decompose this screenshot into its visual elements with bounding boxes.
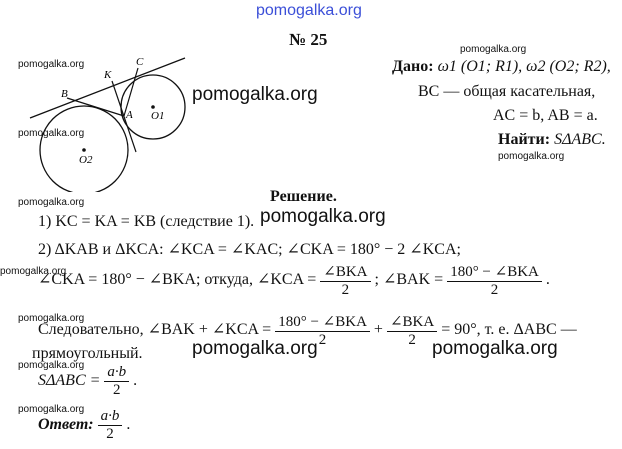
answer-line: [38, 408, 130, 443]
area-formula: [38, 364, 137, 399]
given-line-3: AC = b, AB = a.: [493, 107, 598, 124]
step3-frac1-numerator: ∠BKA: [320, 262, 370, 282]
center-o1: [151, 105, 155, 109]
area-end: .: [133, 372, 138, 390]
answer-end: .: [126, 416, 131, 434]
given-circles: ω1 (O1; R1), ω2 (O2; R2),: [437, 58, 611, 75]
label-k: K: [104, 69, 112, 81]
area-numerator: a·b: [104, 364, 129, 382]
answer-fraction: [98, 408, 123, 443]
area-lhs: SΔABC =: [38, 372, 101, 390]
conclusion-line-2: прямоугольный.: [32, 345, 143, 362]
solution-title: Решение.: [270, 188, 337, 205]
watermark-small-4: pomogalka.org: [498, 151, 565, 162]
label-a: A: [126, 109, 133, 121]
conclusion-fraction-2: [387, 312, 437, 349]
tangent-bc: [30, 58, 185, 118]
watermark-small-5: pomogalka.org: [18, 197, 85, 208]
watermark-small-9: pomogalka.org: [18, 404, 85, 415]
watermark-top: pomogalka.org: [256, 2, 362, 19]
conclusion-frac1-numerator: 180° − ∠BKA: [275, 312, 370, 332]
step3-part-a: ∠CKA = 180° − ∠BKA; откуда, ∠KCA =: [38, 271, 317, 289]
area-denominator: 2: [113, 382, 121, 398]
center-o2: [82, 148, 86, 152]
step3-part-b: ; ∠BAK =: [374, 271, 444, 289]
answer-label: Ответ:: [38, 416, 94, 434]
watermark-small-2: pomogalka.org: [18, 128, 85, 139]
step3-fraction-2: [447, 262, 542, 299]
watermark-small-3: pomogalka.org: [460, 44, 527, 55]
conclusion-plus: +: [373, 321, 383, 339]
given-line-1: [392, 58, 611, 76]
step3-part-c: .: [545, 271, 550, 289]
solution-step-1: 1) KC = KA = KB (следствие 1).: [38, 213, 255, 230]
area-fraction: [104, 364, 129, 399]
given-line-2: BC — общая касательная,: [418, 83, 596, 100]
watermark-big-4: pomogalka.org: [432, 338, 558, 359]
solution-step-2: 2) ΔKAB и ΔKCA: ∠KCA = ∠KAC; ∠CKA = 180° − 2 ∠KCA;: [38, 241, 461, 258]
solution-step-3: [38, 262, 550, 299]
conclusion-frac2-numerator: ∠BKA: [387, 312, 437, 332]
label-c: C: [136, 56, 144, 68]
problem-number: № 25: [289, 30, 328, 49]
watermark-small-8: pomogalka.org: [18, 360, 85, 371]
label-b: B: [61, 88, 68, 100]
step3-frac2-denominator: 2: [490, 282, 499, 298]
step3-frac1-denominator: 2: [341, 282, 350, 298]
label-o2: O2: [79, 154, 93, 166]
geometry-figure: [20, 52, 200, 192]
watermark-small-1: pomogalka.org: [18, 59, 85, 70]
find-label: Найти:: [498, 131, 551, 148]
step3-fraction-1: [320, 262, 370, 299]
answer-numerator: a·b: [98, 408, 123, 426]
label-o1: O1: [151, 110, 165, 122]
conclusion-frac1-denominator: 2: [318, 332, 327, 348]
conclusion-part-a: Следовательно, ∠BAK + ∠KCA =: [38, 321, 272, 339]
watermark-big-2: pomogalka.org: [260, 206, 386, 227]
watermark-big-1: pomogalka.org: [192, 84, 318, 105]
watermark-small-7: pomogalka.org: [18, 313, 85, 324]
step3-frac2-numerator: 180° − ∠BKA: [447, 262, 542, 282]
watermark-big-3: pomogalka.org: [192, 338, 318, 359]
given-label: Дано:: [392, 58, 434, 75]
answer-denominator: 2: [106, 426, 114, 442]
watermark-small-6: pomogalka.org: [0, 266, 67, 277]
conclusion-frac2-denominator: 2: [408, 332, 416, 348]
find-line: [498, 131, 606, 149]
conclusion-part-b: = 90°, т. е. ΔABC —: [441, 321, 577, 339]
find-value: SΔABC.: [554, 131, 606, 148]
